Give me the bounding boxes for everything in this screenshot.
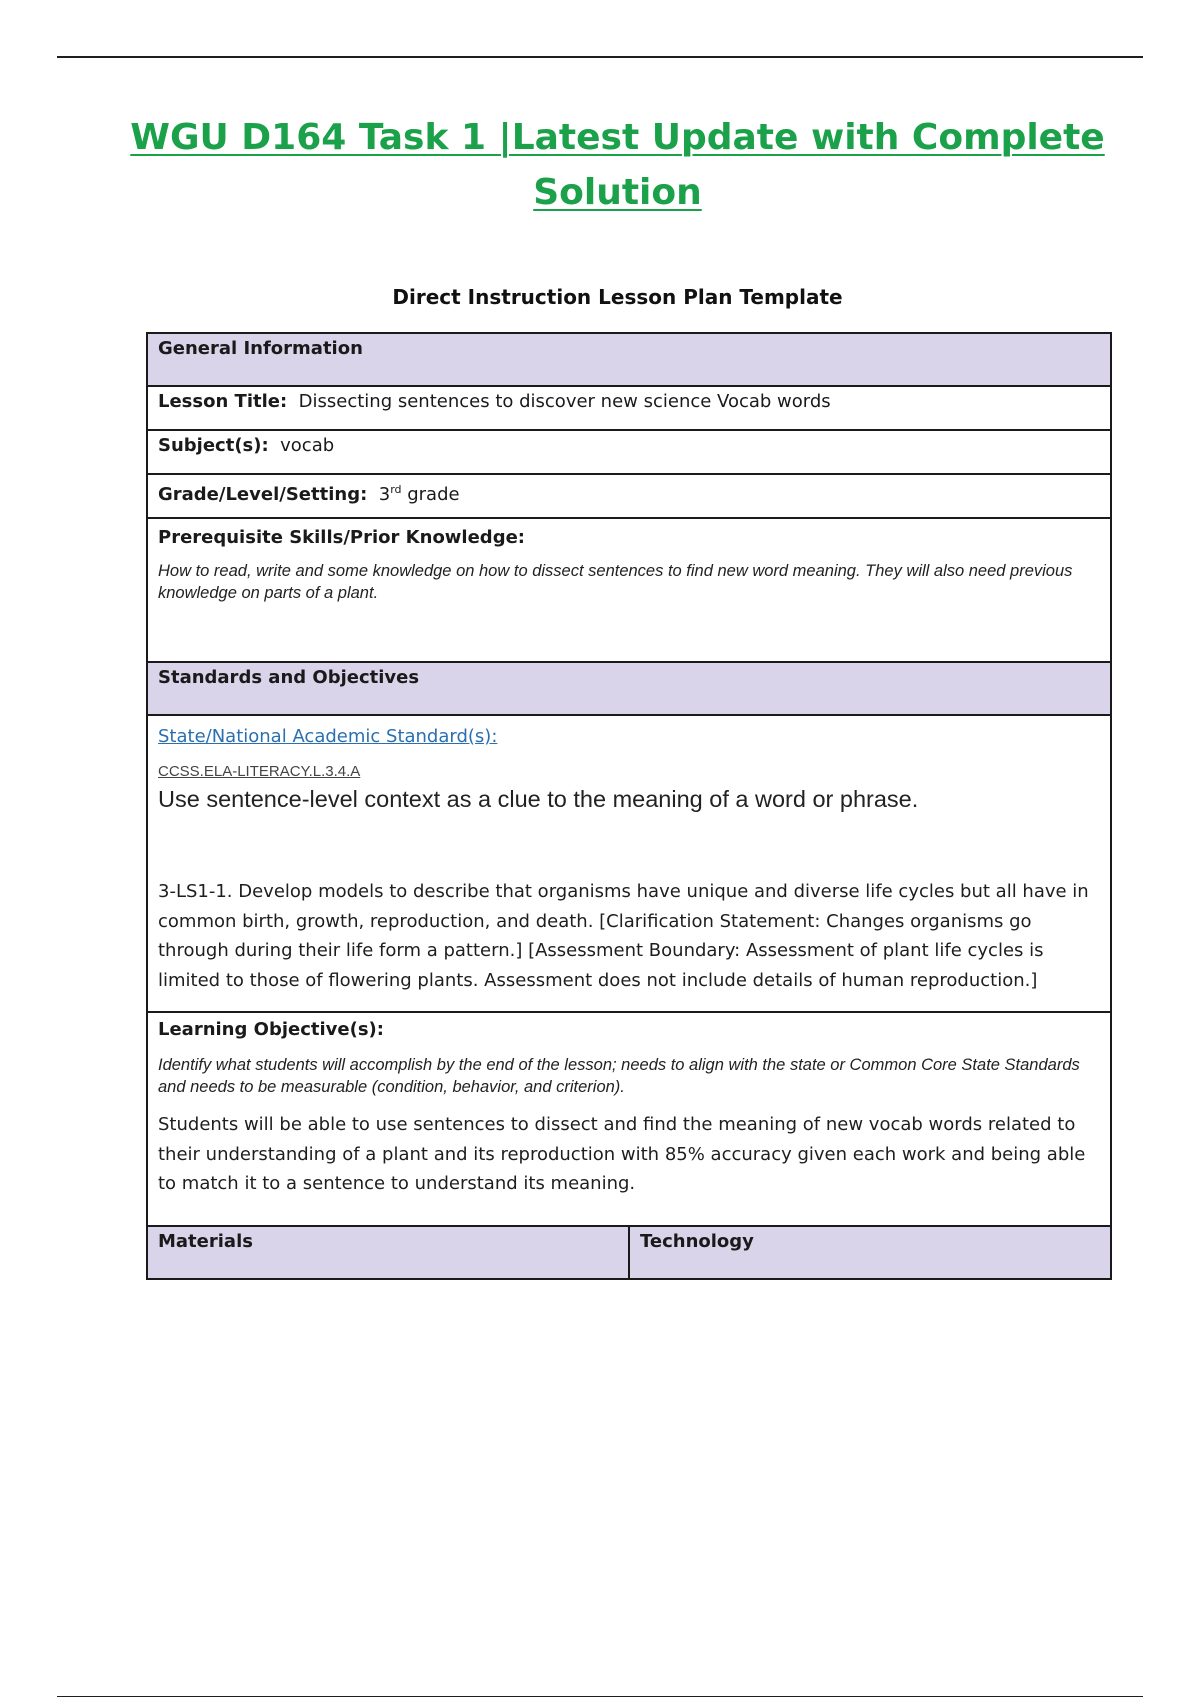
materials-heading: Materials [147,1226,629,1279]
grade-cell [147,474,1111,518]
standards-row [147,715,1111,1012]
lesson-title-value: Dissecting sentences to discover new science Vocab words [298,391,831,412]
grade-word: grade [407,484,460,505]
subject-label: Subject(s): [158,435,269,456]
general-information-header-row [147,333,1111,386]
learning-objective-cell [147,1012,1111,1226]
document-title [120,110,1115,220]
standards-heading: Standards and Objectives [147,662,1111,715]
document-title-line-2: Solution [533,172,702,213]
lesson-title-label: Lesson Title: [158,391,288,412]
prerequisite-row [147,518,1111,662]
standard-code: CCSS.ELA-LITERACY.L.3.4.A [158,763,361,780]
lesson-title-cell [147,386,1111,430]
document-title-line-1: WGU D164 Task 1 |Latest Update with Complete [130,117,1105,158]
learning-objective-row [147,1012,1111,1226]
grade-label: Grade/Level/Setting: [158,484,368,505]
grade-number: 3 [378,484,391,505]
learning-objective-label: Learning Objective(s): [158,1019,384,1040]
materials-technology-row [147,1226,1111,1279]
science-standard-text: 3-LS1-1. Develop models to describe that organisms have unique and diverse life cycles but all have in common birth, growth, reproduction, and death. [Clarification Statement: Changes organisms go through during their life form a pattern.] [Assessment Boundary: Assessment of plant life cycles is limited to those of flowering plants. Assessment does not include details of human reproduction.] [158,881,1089,991]
learning-objective-text: Students will be able to use sentences to dissect and find the meaning of new vocab words related to their understanding of a plant and its reproduction with 85% accuracy given each work and being able to match it to a sentence to understand its meaning. [158,1114,1086,1194]
learning-objective-note: Identify what students will accomplish by the end of the lesson; needs to align with the state or Common Core State Standards and needs to be measurable (condition, behavior, and criterion). [158,1056,1080,1096]
prerequisite-label: Prerequisite Skills/Prior Knowledge: [158,527,525,548]
subject-row [147,430,1111,474]
bottom-rule [57,1696,1143,1697]
top-rule [57,56,1143,58]
subject-value: vocab [280,435,335,456]
template-title: Direct Instruction Lesson Plan Template [392,285,843,309]
academic-standards-link[interactable]: State/National Academic Standard(s): [158,726,498,747]
standards-header-row [147,662,1111,715]
lesson-title-row [147,386,1111,430]
general-information-heading: General Information [147,333,1111,386]
prerequisite-text: How to read, write and some knowledge on how to dissect sentences to find new word meaning. They will also need previous knowledge on parts of a plant. [158,562,1073,602]
standards-cell [147,715,1111,1012]
standard-code-description: Use sentence-level context as a clue to the meaning of a word or phrase. [158,786,919,812]
grade-suffix: rd [390,483,402,496]
grade-row [147,474,1111,518]
subject-cell [147,430,1111,474]
prerequisite-cell [147,518,1111,662]
lesson-plan-table [146,332,1112,1280]
technology-heading: Technology [629,1226,1111,1279]
